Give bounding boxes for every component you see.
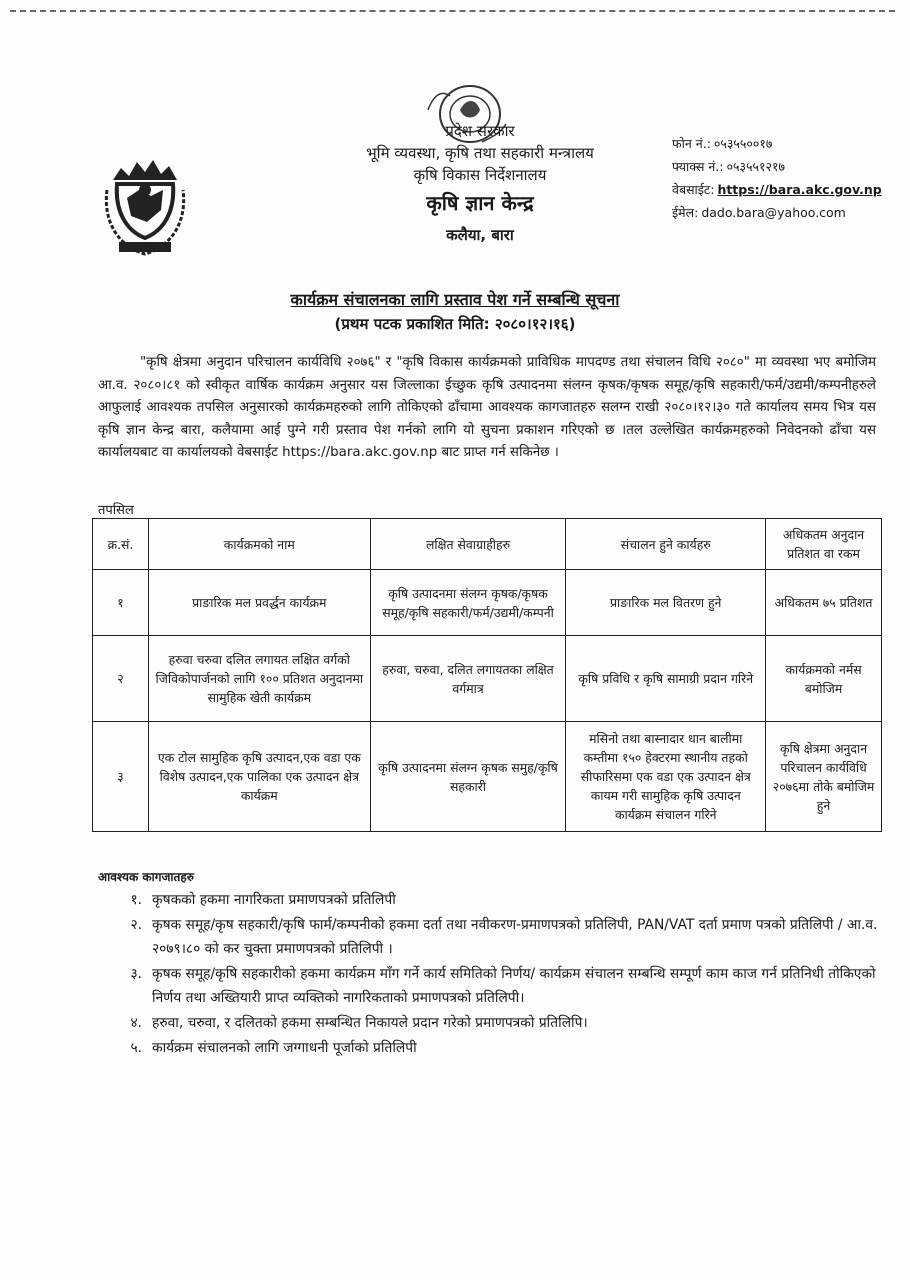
- header-activities: संचालन हुने कार्यहरु: [566, 519, 766, 570]
- item-text: कृषक समूह/कृष सहकारी/कृषि फार्म/कम्पनीको हकमा दर्ता तथा नवीकरण-प्रमाणपत्रको प्रतिलिपी, PAN/VAT दर्ता प्रमाण पत्रको प्रतिलिपी / आ.व. २०७९।८० को कर चुक्ता प्रमाणपत्रको प्रतिलिपी ।: [152, 917, 878, 957]
- cell-serial: २: [93, 636, 149, 722]
- header-serial: क्र.सं.: [93, 519, 149, 570]
- fax-label: फ्याक्स नं.:: [672, 159, 724, 174]
- center-name: कृषि ज्ञान केन्द्र: [426, 191, 534, 215]
- fax-line: [672, 155, 892, 178]
- website-label: वेबसाईट:: [672, 182, 715, 197]
- office-header: [330, 120, 630, 248]
- notice-subtitle: (प्रथम पटक प्रकाशित मिति: २०८०।१२।१६): [334, 315, 576, 333]
- page-top-border: [10, 10, 895, 12]
- item-number: ३.: [130, 966, 142, 982]
- list-item: [98, 962, 878, 1010]
- notice-heading: [0, 288, 910, 336]
- item-number: १.: [130, 892, 142, 908]
- cell-activities: मसिनो तथा बास्नादार धान बालीमा कम्तीमा १५० हेक्टरमा स्थानीय तहको सीफारिसमा एक वडा एक उत्पादन क्षेत्र कायम गरी सामुहिक कृषि उत्पादन कार्यक्रम संचालन गरिने: [566, 722, 766, 832]
- header-max-grant: अधिकतम अनुदान प्रतिशत वा रकम: [766, 519, 882, 570]
- item-number: ४.: [130, 1015, 142, 1031]
- website-line: [672, 178, 892, 201]
- email-line: [672, 201, 892, 224]
- cell-activities: प्राङारिक मल वितरण हुने: [566, 570, 766, 636]
- directorate-name: कृषि विकास निर्देशनालय: [413, 166, 547, 184]
- cell-max-grant: अधिकतम ७५ प्रतिशत: [766, 570, 882, 636]
- item-number: ५.: [130, 1040, 142, 1056]
- cell-max-grant: कृषि क्षेत्रमा अनुदान परिचालन कार्यविधि २०७६मा तोके बमोजिम हुने: [766, 722, 882, 832]
- table-row: [93, 722, 882, 832]
- table-row: [93, 636, 882, 722]
- header-program-name: कार्यक्रमको नाम: [148, 519, 370, 570]
- government-emblem-icon: [95, 150, 195, 260]
- table-caption: तपसिल: [98, 503, 134, 518]
- cell-program-name: हरुवा चरुवा दलित लगायत लक्षित वर्गको जिविकोपार्जनको लागि १०० प्रतिशत अनुदानमा सामुहिक खेती कार्यक्रम: [148, 636, 370, 722]
- contact-block: [672, 132, 892, 224]
- website-link[interactable]: https://bara.akc.gov.np: [717, 182, 882, 197]
- cell-activities: कृषि प्रविधि र कृषि सामाग्री प्रदान गरिने: [566, 636, 766, 722]
- seal-text: प्रदेश सरकार: [445, 122, 515, 140]
- cell-target: कृषि उत्पादनमा संलग्न कृषक समुह/कृषि सहकारी: [370, 722, 566, 832]
- cell-program-name: प्राङारिक मल प्रवर्द्धन कार्यक्रम: [148, 570, 370, 636]
- cell-max-grant: कार्यक्रमको नर्मस बमोजिम: [766, 636, 882, 722]
- notice-title: कार्यक्रम संचालनका लागि प्रस्ताव पेश गर्ने सम्बन्धि सूचना: [290, 290, 620, 309]
- ministry-name: भूमि व्यवस्था, कृषि तथा सहकारी मन्त्रालय: [366, 144, 594, 162]
- fax-number: ०५३५५१२१७: [726, 159, 786, 174]
- item-text: हरुवा, चरुवा, र दलितको हकमा सम्बन्धित निकायले प्रदान गरेको प्रमाणपत्रको प्रतिलिपि।: [152, 1015, 588, 1031]
- program-table: [92, 518, 882, 832]
- item-text: कार्यक्रम संचालनको लागि जग्गाधनी पूर्जाको प्रतिलिपी: [152, 1040, 417, 1056]
- documents-list: [98, 888, 878, 1061]
- cell-target: कृषि उत्पादनमा संलग्न कृषक/कृषक समूह/कृषि सहकारी/फर्म/उद्यमी/कम्पनी: [370, 570, 566, 636]
- phone-number: ०५३५५००१७: [713, 136, 773, 151]
- item-text: कृषक समूह/कृषि सहकारीको हकमा कार्यक्रम माँग गर्ने कार्य समितिको निर्णय/ कार्यक्रम संचालन सम्बन्धि सम्पूर्ण काम काज गर्न प्रतिनिधी तोकिएको निर्णय तथा अख्तियारी प्राप्त व्यक्तिको नागरिकताको प्रमाणपत्रको प्रतिलिपी।: [152, 966, 876, 1006]
- table-header-row: [93, 519, 882, 570]
- cell-serial: ३: [93, 722, 149, 832]
- phone-line: [672, 132, 892, 155]
- notice-body: "कृषि क्षेत्रमा अनुदान परिचालन कार्यविधि २०७६" र "कृषि विकास कार्यक्रमको प्राविधिक मापदण्ड तथा संचालन विधि २०८०" मा व्यवस्था भए बमोजिम आ.व. २०८०।८१ को स्वीकृत वार्षिक कार्यक्रम अनुसार यस जिल्लाका ईच्छुक कृषि उत्पादनमा संलग्न कृषक/कृषक समूह/कृषि सहकारी/फर्म/उद्यमी/कम्पनीहरुले आफुलाई आवश्यक तपसिल अनुसारको कार्यक्रमहरुको लागि तोकिएको ढाँचामा आवश्यक कागजातहरु सलग्न राखी २०८०।१२।३० गते कार्यालय समय भित्र यस कृषि ज्ञान केन्द्र बारा, कलैयामा आई पुग्ने गरी प्रस्ताव पेश गर्नको लागि यो सुचना प्रकाशन गरिएको छ ।तल उल्लेखित कार्यक्रमहरुको निवेदनको ढाँचा यस कार्यालयबाट वा कार्यालयको वेबसाईट https://bara.akc.gov.np बाट प्राप्त गर्न सकिनेछ ।: [98, 355, 876, 460]
- cell-program-name: एक टोल सामुहिक कृषि उत्पादन,एक वडा एक विशेष उत्पादन,एक पालिका एक उत्पादन क्षेत्र कार्यक्रम: [148, 722, 370, 832]
- cell-serial: १: [93, 570, 149, 636]
- list-item: [98, 888, 878, 912]
- list-item: [98, 1011, 878, 1035]
- list-item: [98, 913, 878, 961]
- office-location: कलैया, बारा: [446, 226, 514, 244]
- email-address[interactable]: dado.bara@yahoo.com: [701, 205, 846, 220]
- list-item: [98, 1036, 878, 1060]
- header-target-beneficiaries: लक्षित सेवाग्राहीहरु: [370, 519, 566, 570]
- cell-target: हरुवा, चरुवा, दलित लगायतका लक्षित वर्गमात्र: [370, 636, 566, 722]
- documents-title: आवश्यक कागजातहरु: [98, 870, 194, 884]
- email-label: ईमेल:: [672, 205, 699, 220]
- item-number: २.: [130, 917, 142, 933]
- item-text: कृषकको हकमा नागरिकता प्रमाणपत्रको प्रतिलिपी: [152, 892, 396, 908]
- phone-label: फोन नं.:: [672, 136, 711, 151]
- table-row: [93, 570, 882, 636]
